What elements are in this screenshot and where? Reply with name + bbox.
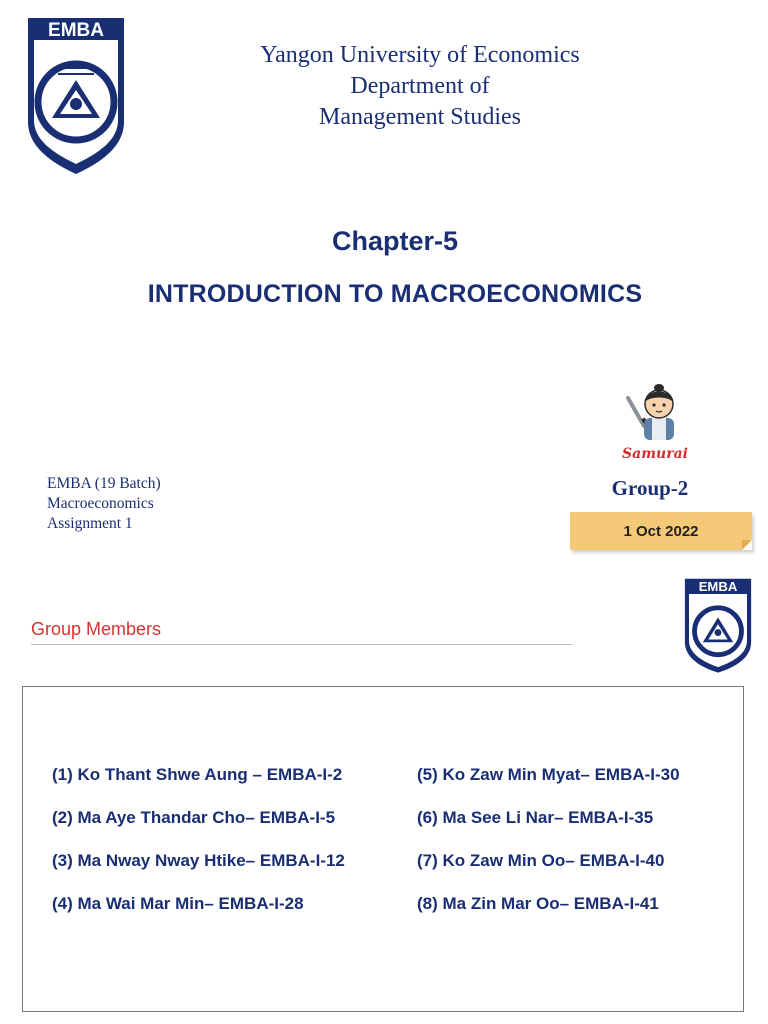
department-line-1: Department of: [350, 73, 490, 99]
member-item: (6) Ma See Li Nar– EMBA-I-35: [417, 808, 654, 827]
members-divider: [31, 644, 572, 645]
member-item: (7) Ko Zaw Min Oo– EMBA-I-40: [417, 851, 665, 870]
date-text: 1 Oct 2022: [623, 522, 699, 540]
university-name: Yangon University of Economics: [260, 42, 580, 68]
course-assignment: Assignment 1: [47, 515, 133, 532]
members-box: [22, 686, 744, 1012]
emba-logo: [24, 14, 128, 176]
mascot-label: Samurai: [622, 446, 688, 462]
svg-text:EMBA: EMBA: [48, 20, 104, 41]
svg-text:EMBA: EMBA: [698, 579, 738, 595]
member-item: (2) Ma Aye Thandar Cho– EMBA-I-5: [52, 808, 336, 827]
member-item: (1) Ko Thant Shwe Aung – EMBA-I-2: [52, 765, 343, 784]
members-heading: Group Members: [31, 619, 162, 639]
member-item: (3) Ma Nway Nway Htike– EMBA-I-12: [52, 851, 345, 870]
date-badge: [570, 512, 752, 550]
member-item: (8) Ma Zin Mar Oo– EMBA-I-41: [417, 894, 659, 913]
document-title: INTRODUCTION TO MACROECONOMICS: [147, 280, 643, 308]
course-batch: EMBA (19 Batch): [47, 475, 161, 492]
course-subject: Macroeconomics: [47, 495, 154, 512]
member-item: (4) Ma Wai Mar Min– EMBA-I-28: [52, 894, 304, 913]
samurai-mascot-icon: [622, 380, 684, 447]
institution-header: [200, 40, 640, 133]
emba-logo-small: [682, 576, 754, 674]
chapter-heading: Chapter-5: [331, 226, 459, 256]
group-label: Group-2: [611, 476, 689, 500]
department-line-2: Management Studies: [319, 104, 521, 130]
member-item: (5) Ko Zaw Min Myat– EMBA-I-30: [417, 765, 680, 784]
course-info: [47, 474, 161, 534]
